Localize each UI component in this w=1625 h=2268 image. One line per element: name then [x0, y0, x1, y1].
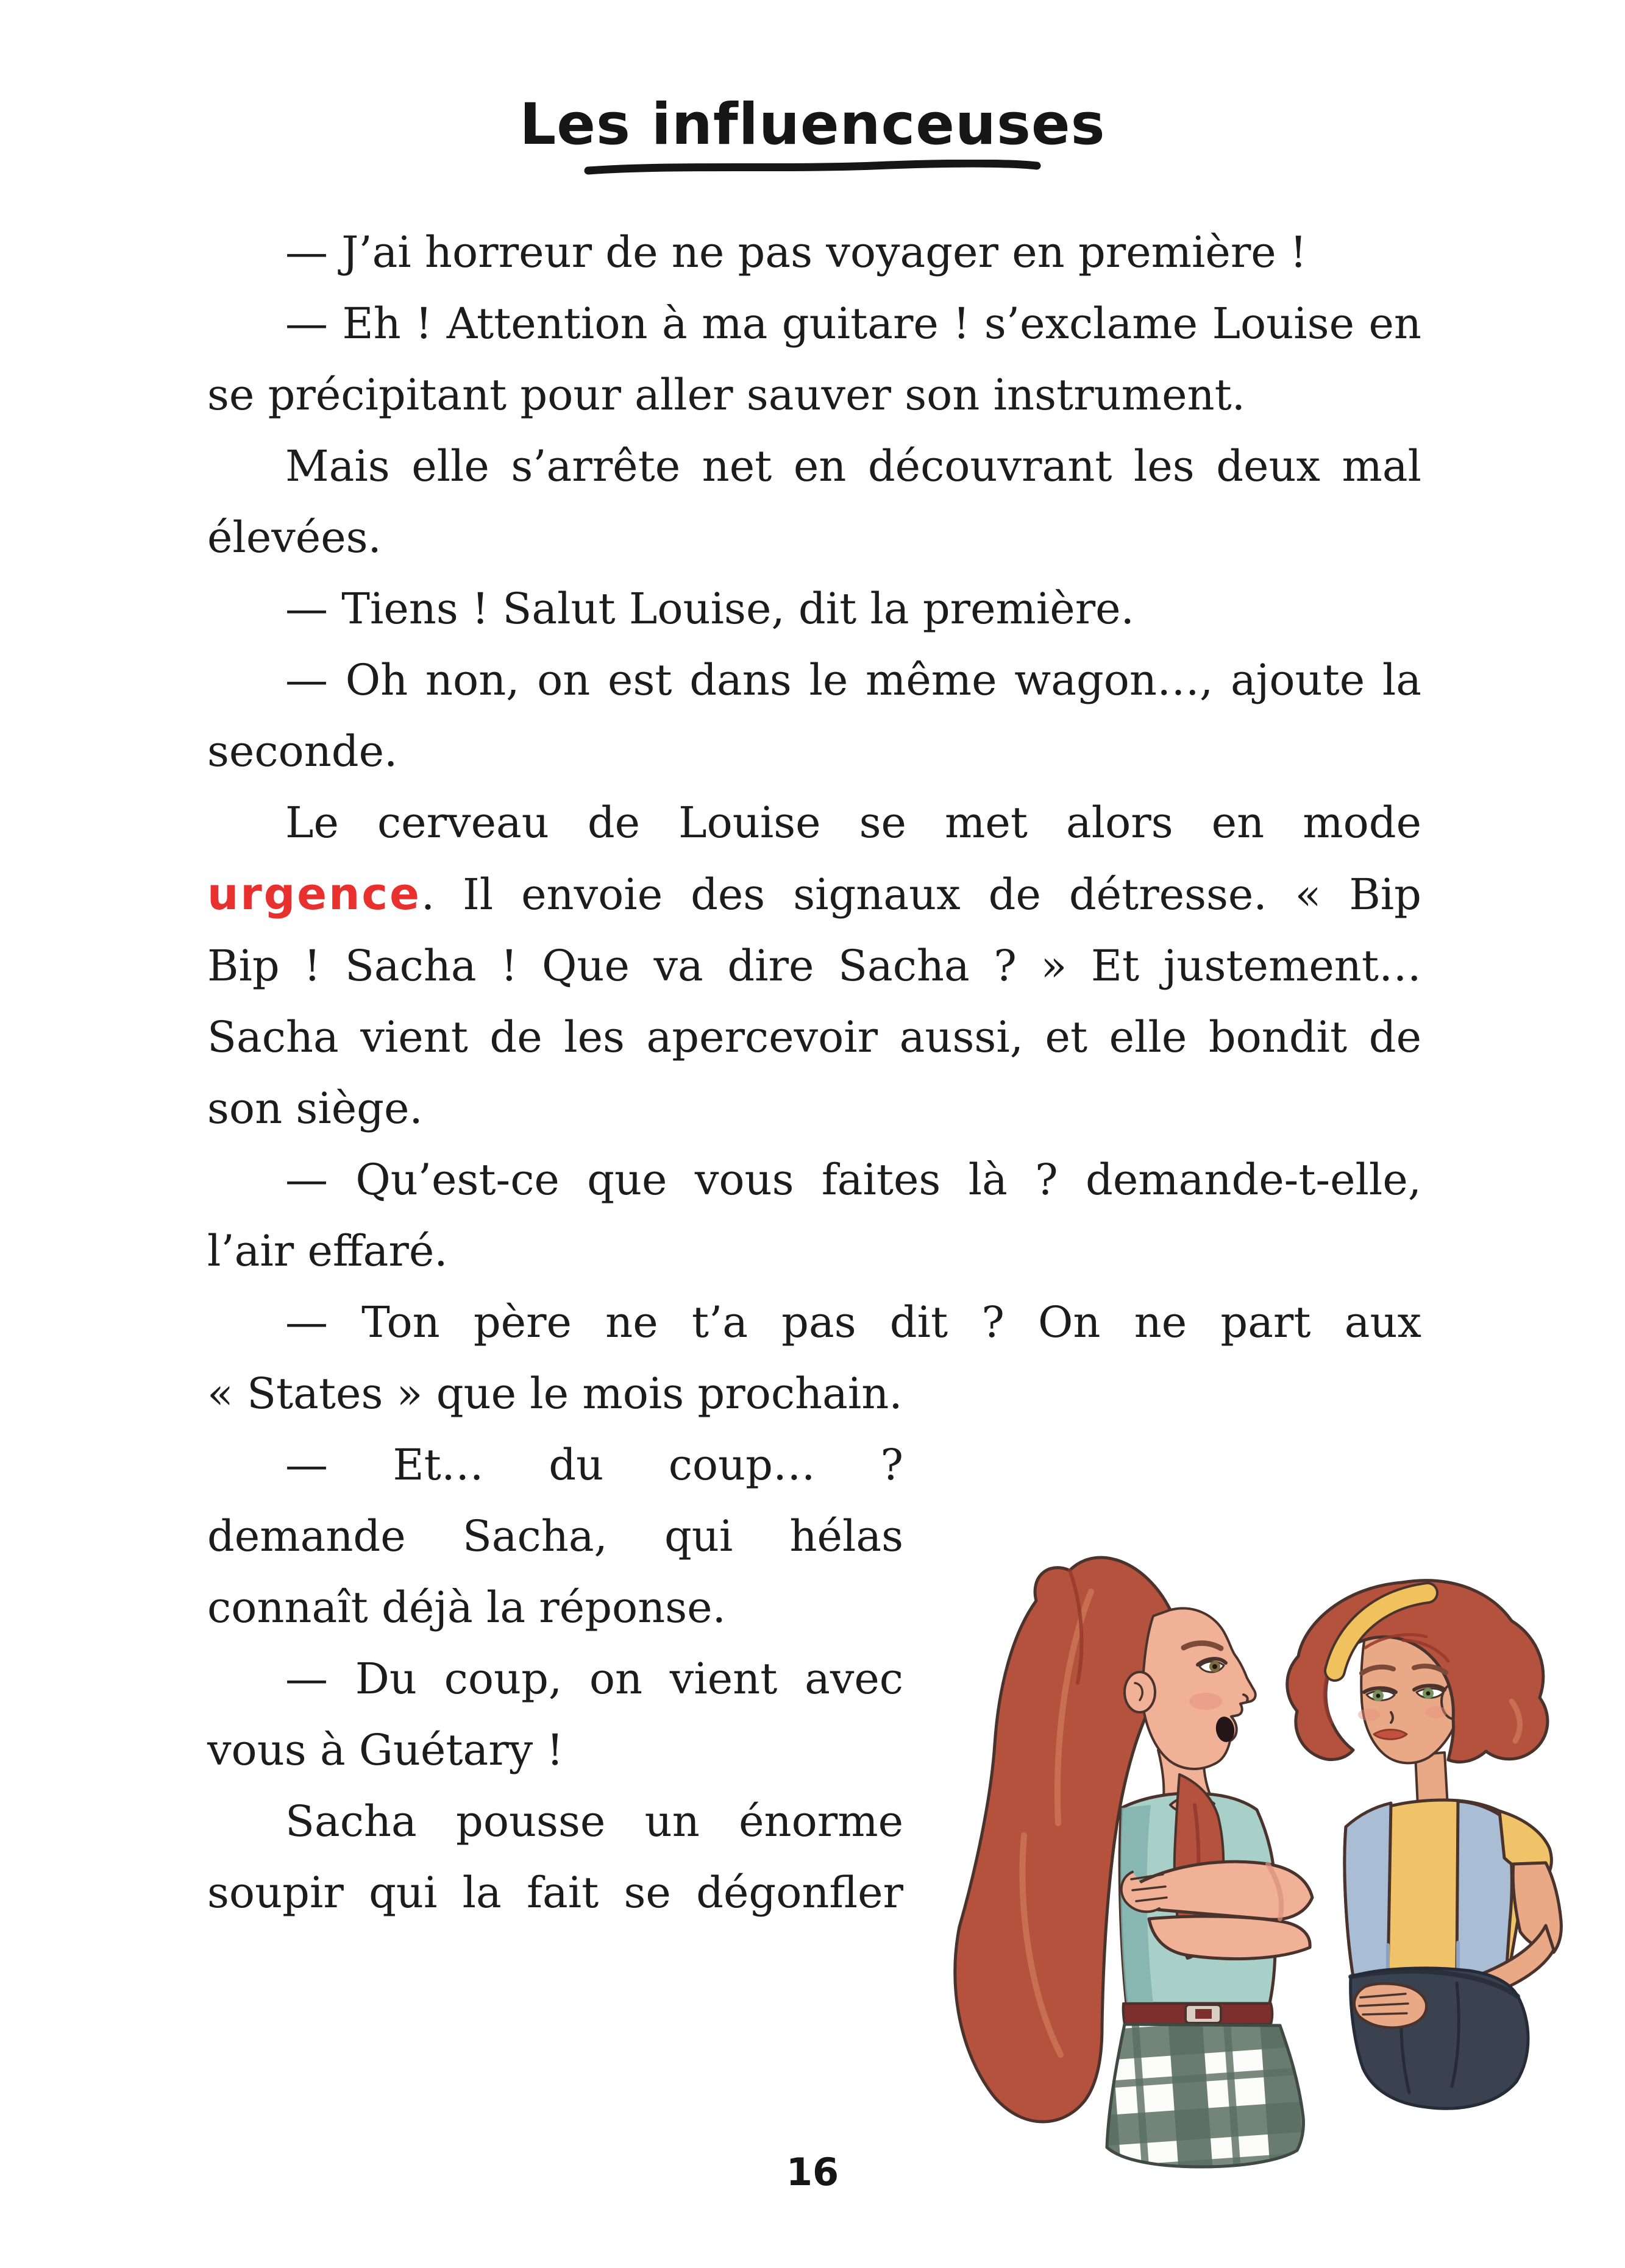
paragraph-9: — Et… du coup… ? demande Sacha, qui hélas connaît déjà la réponse. — [207, 1440, 903, 1632]
girl-right — [1287, 1581, 1562, 2109]
paragraph-6-before: Le cerveau de Louise se met alors en mode — [285, 798, 1421, 848]
paragraph-11: Sacha pousse un énorme soupir qui la fait se dégonfler — [207, 1796, 903, 1918]
paragraph-5: — Oh non, on est dans le même wagon…, ajoute la seconde. — [207, 655, 1421, 776]
paragraph-10: — Du coup, on vient avec vous à Guétary ! — [207, 1654, 903, 1775]
two-girls-illustration — [939, 1518, 1609, 2171]
girl-right-vest — [1345, 1803, 1391, 1977]
paragraph-2: — Eh ! Attention à ma guitare ! s’exclame Louise en se précipitant pour aller sauver son instrument. — [207, 299, 1421, 420]
chapter-title: Les influenceuses — [519, 91, 1106, 158]
chapter-header — [0, 91, 1625, 158]
girl-right-hand — [1354, 1983, 1427, 2027]
girl-left-face — [1143, 1608, 1256, 1769]
title-underline — [581, 160, 1044, 177]
paragraph-1: — J’ai horreur de ne pas voyager en première ! — [285, 227, 1307, 277]
paragraph-6 — [207, 787, 1421, 1144]
girl-left — [955, 1557, 1312, 2167]
page-number: 16 — [786, 2150, 839, 2194]
paragraph-4: — Tiens ! Salut Louise, dit la première. — [285, 584, 1134, 634]
paragraph-7: — Qu’est-ce que vous faites là ? demande-t-elle, l’air effaré. — [207, 1155, 1421, 1276]
highlight-word-urgence: urgence — [207, 868, 421, 920]
paragraph-3: Mais elle s’arrête net en découvrant les deux mal élevées. — [207, 441, 1421, 562]
paragraph-6-after: . Il envoie des signaux de détresse. « Bip Bip ! Sacha ! Que va dire Sacha ? » Et justement… Sacha vient de les apercevoir aussi, et elle bondit de son siège. — [207, 870, 1421, 1133]
girl-left-skirt — [1107, 2024, 1304, 2167]
girl-left-blush — [1189, 1693, 1222, 1710]
paragraph-8: — Ton père ne t’a pas dit ? On ne part aux « States » que le mois prochain. — [207, 1297, 1421, 1419]
girl-right-lips — [1374, 1730, 1407, 1740]
girl-left-ear-icon — [1125, 1672, 1155, 1712]
